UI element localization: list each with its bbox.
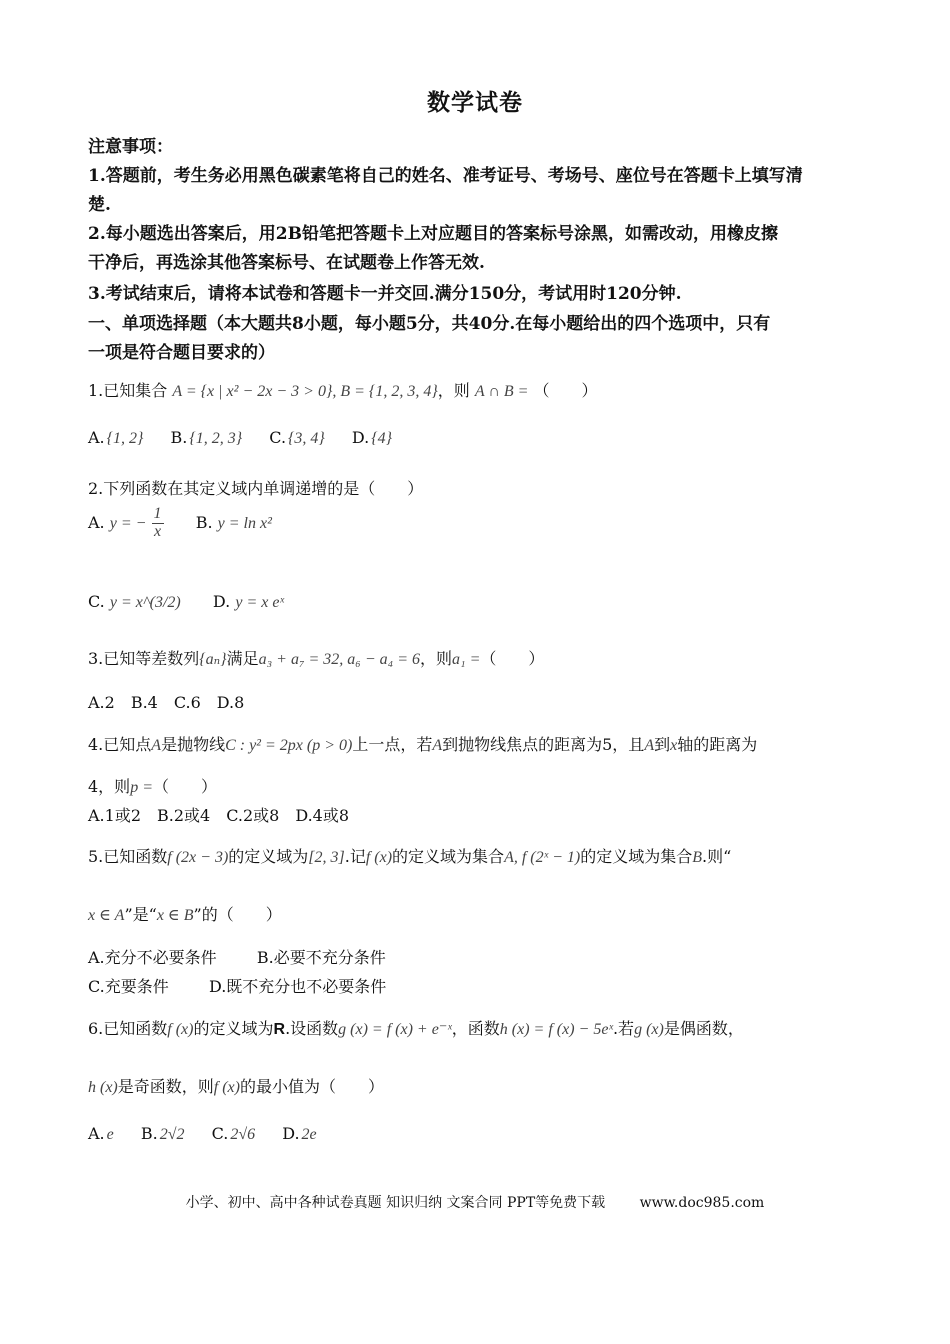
footer-site-link[interactable]: www.doc985.com [639,1195,765,1211]
question-5: 5.已知函数f (2x − 3)的定义域为[2, 3].记f (x)的定义域为集合A, f (2ˣ − 1)的定义域为集合B.则“ [88,847,732,866]
q5-option-b: B.必要不充分条件 [256,948,386,967]
q2-options-ab [88,506,863,541]
page-title: 数学试卷 [427,89,523,116]
q1-suffix: ，则 [437,381,470,400]
q1-sets: A = {x | x² − 2x − 3 > 0}, B = {1, 2, 3, 4} [172,383,438,400]
q2-option-d: y = x eˣ [235,594,284,611]
section-1a: 一、单项选择题（本大题共8小题，每小题5分，共40分.在每小题给出的四个选项中，只有 [88,314,771,334]
page-footer [0,1192,950,1212]
q5-option-c: C.充要条件 [88,977,169,996]
q3-options: A.2 B.4 C.6 D.8 [88,693,245,712]
note-3: 3.考试结束后，请将本试卷和答题卡一并交回.满分150分，考试用时120分钟. [88,284,682,304]
q4-curve: C : y² = 2px (p > 0) [225,737,353,754]
q6-option-b: B. 2√2 [140,1124,185,1143]
question-6-cont: h (x)是奇函数，则f (x)的最小值为（ ） [88,1077,384,1096]
note-2a: 2.每小题选出答案后，用2B铅笔把答题卡上对应题目的答案标号涂黑，如需改动，用橡皮擦 [88,224,778,244]
q1-prefix: 1.已知集合 [88,381,168,400]
q5-option-a: A.充分不必要条件 [88,948,217,967]
q1-option-c: C. {3, 4} [269,428,325,447]
q1-option-d: D. {4} [351,428,393,447]
q3-condition: a₃ + a₇ = 32, a₆ − a₄ = 6 [258,651,421,668]
q2-option-a-label: A. [88,512,105,532]
question-4: 4.已知点A是抛物线C : y² = 2px (p > 0)上一点，若A到抛物线焦点的距离为5，且A到x轴的距离为 [88,735,758,754]
note-2b: 干净后，再选涂其他答案标号、在试题卷上作答无效. [88,253,485,273]
q2-option-c-label: C. [88,592,105,611]
q3-sequence: {aₙ} [199,651,227,668]
q6-options [88,1124,863,1144]
notes-header: 注意事项： [88,137,173,157]
q6-option-c: C. 2√6 [211,1124,256,1143]
q4-options: A.1或2 B.2或4 C.2或8 D.4或8 [88,806,350,825]
q4-ask: p = [130,779,153,796]
q1-paren: （ ） [533,381,598,400]
question-5-cont: x ∈ A”是“x ∈ B”的（ ） [88,905,282,924]
q1-options [88,428,863,448]
q3-ask: a₁ = [452,651,481,668]
question-4-cont: 4，则p =（ ） [88,777,217,796]
q1-option-a: A. {1, 2} [88,428,144,447]
question-1 [88,378,863,401]
q1-option-b: B. {1, 2, 3} [170,428,243,447]
note-1b: 楚. [88,195,111,215]
footer-text: 小学、初中、高中各种试卷真题 知识归纳 文案合同 PPT等免费下载 [185,1195,606,1211]
q2-option-b-label: B. [195,512,213,532]
q2-options-cd [88,592,863,612]
q6-option-a: A. e [88,1124,114,1143]
q6-option-d: D. 2e [282,1124,317,1143]
q1-ask: A ∩ B = [474,383,529,400]
q2-option-a-fraction: $\frac{1}{x}$ [153,505,162,540]
section-1b: 一项是符合题目要求的） [88,343,275,363]
q5-options-ab [88,945,863,968]
question-2: 2.下列函数在其定义域内单调递增的是（ ） [88,479,424,498]
q5-option-d: D.既不充分也不必要条件 [208,977,387,996]
q2-option-a-lhs: y = − [109,514,147,532]
note-1a: 1.答题前，考生务必用黑色碳素笔将自己的姓名、准考证号、考场号、座位号在答题卡上填写清 [88,166,803,186]
q5-options-cd [88,974,863,997]
question-6: 6.已知函数f (x)的定义域为R.设函数g (x) = f (x) + e⁻ˣ，函数h (x) = f (x) − 5eˣ.若g (x)是偶函数， [88,1019,744,1038]
q2-option-d-label: D. [212,592,231,611]
q2-option-b: y = ln x² [217,514,272,532]
question-3: 3.已知等差数列{aₙ}满足a₃ + a₇ = 32, a₆ − a₄ = 6，则a₁ =（ ） [88,649,545,668]
q2-option-c: y = x^(3/2) [109,594,181,611]
